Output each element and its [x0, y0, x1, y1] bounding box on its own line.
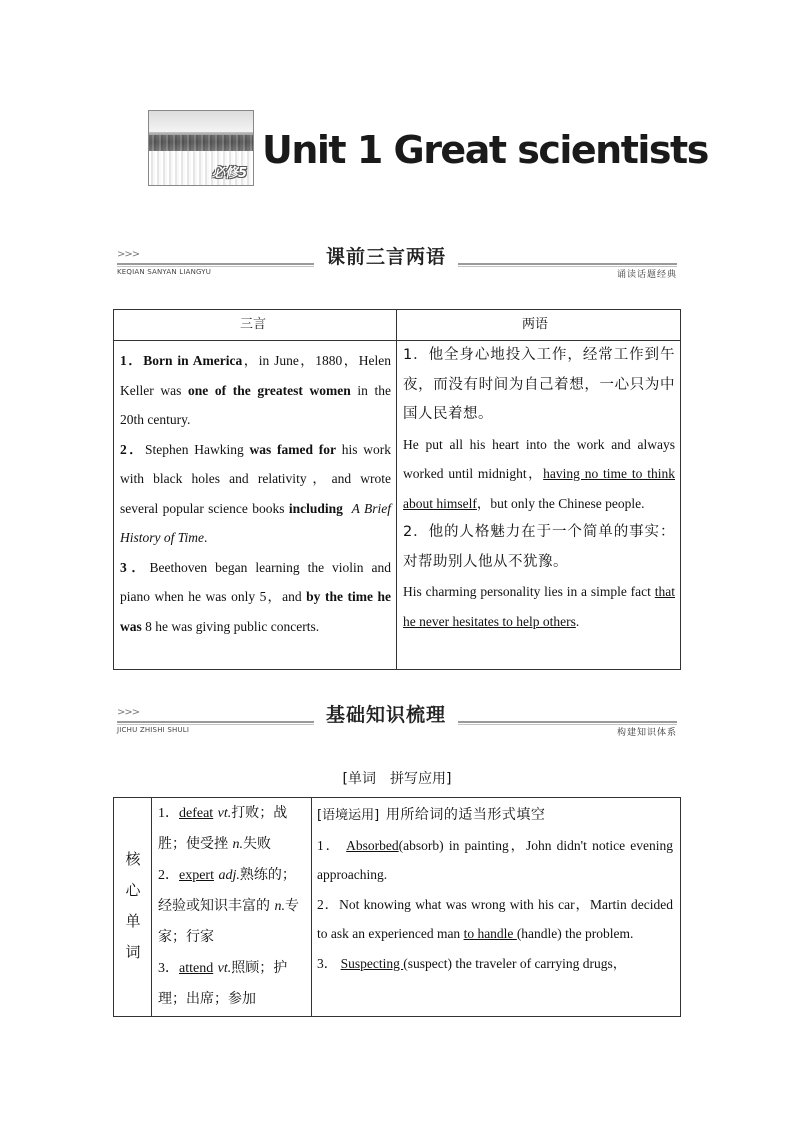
vocab-list: [158, 798, 308, 1015]
quote-text: ，in June，1880，Helen Keller was: [120, 353, 392, 398]
answer-text: .: [575, 613, 580, 629]
left-column: [120, 346, 391, 641]
table-divider: [396, 310, 397, 669]
arrows-icon: >>>: [117, 249, 140, 260]
translation-prompt-1: 1．他全身心地投入工作，经常工作到午夜，而没有时间为自己着想，一心只为中国人民着想。: [403, 347, 675, 422]
quote-text: .: [204, 530, 208, 545]
table-divider: [151, 798, 152, 1016]
table-divider: [311, 798, 312, 1016]
subsection-heading: [单词 拼写应用]: [342, 771, 452, 787]
item-number: 3．: [158, 961, 179, 976]
bold-phrase: Born in America: [143, 353, 243, 368]
definition: 照顾；护理；出席；参加: [158, 960, 288, 1007]
practice-item: [317, 831, 673, 890]
unit-title: Unit 1 Great scientists: [262, 128, 708, 172]
translation-prompt-2: 2．他的人格魅力在于一个简单的事实：对帮助别人他从不犹豫。: [403, 524, 675, 570]
filled-answer: Absorbed: [346, 837, 399, 853]
practice-label: [语境运用]: [317, 808, 380, 823]
section-tag: 构建知识体系: [613, 725, 677, 738]
vocab-item: [158, 860, 308, 953]
vocab-item: [158, 953, 308, 1015]
definition: 专家；行家: [158, 898, 299, 945]
item-number: 3．: [317, 955, 338, 971]
right-column: [403, 341, 675, 636]
answer-text: His charming personality lies in a simple fact: [403, 584, 655, 599]
row-label-char: 单: [125, 912, 141, 930]
column-header-right: 两语: [522, 317, 549, 332]
row-label-char: 词: [125, 943, 141, 961]
answer-text: ，but only the Chinese people.: [476, 495, 645, 511]
practice-instruction-row: [317, 800, 673, 831]
part-of-speech: vt.: [217, 961, 232, 976]
vocabulary-table: [113, 797, 681, 1017]
definition: 熟练的；经验或知识丰富的: [158, 867, 296, 914]
quote-text: Stephen Hawking: [145, 441, 250, 457]
practice-list: [317, 800, 673, 978]
book-title: A Brief History of Time: [120, 500, 391, 545]
quote-text: in the 20th century.: [120, 382, 392, 427]
translation-answer-2: [403, 577, 675, 636]
section-header-1: [117, 242, 677, 280]
bold-phrase: including: [288, 500, 343, 516]
practice-item: [317, 949, 673, 979]
definition: 失败: [242, 836, 271, 852]
bold-phrase: one of the greatest women: [188, 382, 351, 398]
arrows-icon: >>>: [117, 707, 140, 718]
vocab-word: defeat: [179, 806, 214, 821]
part-of-speech: adj.: [218, 868, 240, 883]
item-number: 3．: [120, 559, 150, 575]
practice-item: [317, 890, 673, 949]
item-number: 2．: [317, 896, 340, 912]
answer-text: He put all his heart into the work and always worked until midnight，: [403, 436, 675, 481]
filled-answer: Suspecting: [340, 955, 404, 971]
forest-graphic: [149, 135, 253, 151]
book-label: 必修5: [211, 166, 247, 181]
practice-text: (absorb) in painting，John didn't notice evening approaching.: [317, 837, 674, 882]
part-of-speech: n.: [274, 899, 285, 914]
quote-3: [120, 553, 391, 642]
section-title: 课前三言两语: [314, 242, 458, 269]
bold-phrase: was famed for: [249, 441, 337, 457]
section-header-2: [117, 700, 677, 738]
item-number: 1．: [158, 806, 179, 821]
vocab-item: [158, 798, 308, 860]
definition: 打败；战胜；使受挫: [158, 805, 288, 852]
part-of-speech: n.: [232, 837, 243, 852]
section-title: 基础知识梳理: [314, 700, 458, 727]
row-label-char: 核: [125, 850, 141, 868]
part-of-speech: vt.: [217, 806, 232, 821]
quote-text: 8 he was giving public concerts.: [141, 618, 320, 634]
filled-answer: to handle: [463, 926, 517, 941]
vocab-word: attend: [179, 961, 214, 976]
quote-text: his work with black holes and relativity，and wrote several popular science books: [120, 441, 392, 516]
item-number: 2．: [158, 868, 179, 883]
book-cover-thumbnail: [148, 110, 254, 186]
quote-2: [120, 435, 391, 553]
section-tag: 诵读话题经典: [613, 267, 677, 280]
item-number: 1．: [120, 353, 144, 368]
quote-text: Beethoven began learning the violin and piano when he was only 5，and: [120, 559, 392, 604]
row-label: [123, 844, 143, 968]
section-pinyin: JICHU ZHISHI SHULI: [117, 726, 190, 734]
quote-1: [120, 346, 391, 435]
section-pinyin: KEQIAN SANYAN LIANGYU: [117, 268, 212, 276]
bold-phrase: by the time he was: [120, 589, 391, 634]
vocab-word: expert: [179, 868, 214, 883]
underlined-answer: that he never hesitates to help others: [403, 584, 675, 629]
practice-text: (handle) the problem.: [516, 926, 634, 941]
item-number: 2．: [120, 441, 146, 457]
practice-text: Not knowing what was wrong with his car，Martin decided to ask an experienced man: [317, 896, 673, 941]
quotes-table: [113, 309, 681, 670]
practice-text: (suspect) the traveler of carrying drugs，: [403, 955, 627, 971]
item-number: 1．: [317, 837, 341, 853]
practice-instruction: 用所给词的适当形式填空: [385, 807, 546, 823]
translation-answer-1: [403, 430, 675, 519]
row-label-char: 心: [125, 881, 141, 899]
underlined-answer: having no time to think about himself: [403, 466, 675, 511]
column-header-left: 三言: [240, 317, 267, 332]
